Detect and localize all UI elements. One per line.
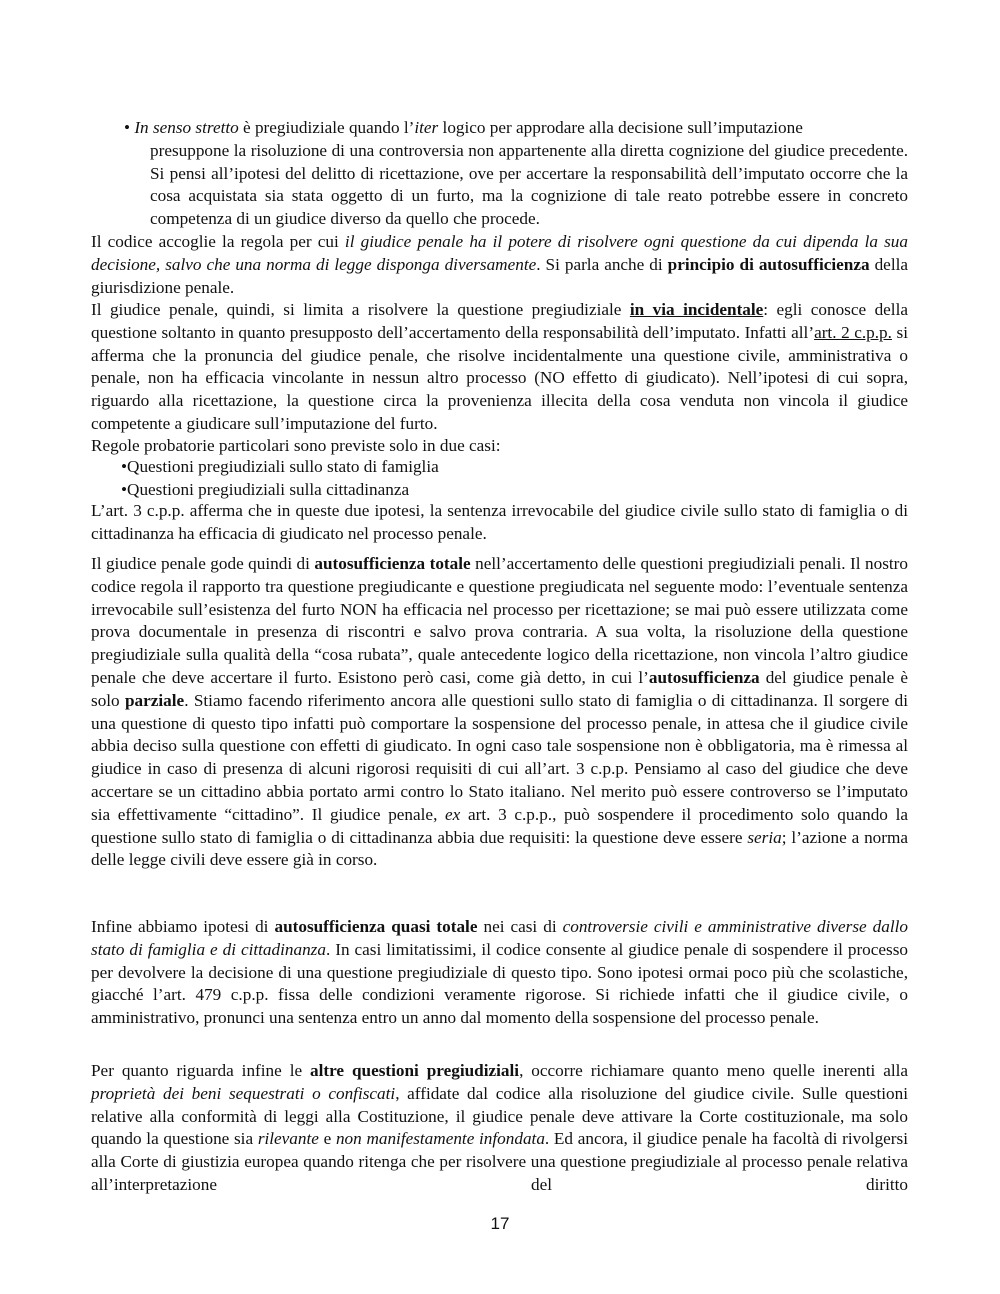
italic-term: iter [414,118,439,137]
paragraph-art-3: L’art. 3 c.p.p. afferma che in queste due ipotesi, la sentenza irrevocabile del giudice civile sullo stato di famiglia o di cittadinanza ha efficacia di giudicato nel processo penale. [91,501,908,543]
bold-term: autosufficienza totale [314,554,471,573]
paragraph-total-self-sufficiency: Il giudice penale gode quindi di autosufficienza totale nell’accertamento delle questioni pregiudiziali penali. Il nostro codice regola il rapporto tra questione pregiudicante e questione pregiudicata nel seguente modo: l’eventuale sentenza irrevocabile sull’esistenza del furto NON ha efficacia nel processo per ricettazione; se mai può essere utilizzata come prova documentale in presenza di riscontri e salvo prova contraria. A sua volta, la risoluzione della questione pregiudiziale sulla qualità della “cosa rubata”, quale antecedente logico della ricettazione, non vincola l’altro giudice penale che deve accertare il furto. Esistono però casi, come già detto, in cui l’autosufficienza del giudice penale è solo parziale. Stiamo facendo riferimento ancora alle questioni sullo stato di famiglia o di cittadinanza. Il sorgere di una questione di questo tipo infatti può comportare la sospensione del processo penale, in attesa che il giudice civile abbia deciso sulla questione con effetti di giudicato. In ogni caso tale sospensione non è obbligatoria, ma è rimessa al giudice in caso di presenza di alcuni rigorosi requisiti di cui all’art. 3 c.p.p. Pensiamo al caso del giudice che deve accertare se un cittadino abbia portato armi contro lo Stato italiano. Nel merito può essere controverso se l’imputato sia effettivamente “cittadino”. Il giudice penale, ex art. 3 c.p.p., può sospendere il procedimento solo quando la questione sullo stato di famiglia o di cittadinanza abbia due requisiti: la questione deve essere seria; l’azione a norma delle legge civili deve essere già in corso. [91,554,908,870]
bold-underlined-term: in via incidentale [629,300,764,319]
bullet-item: •Questioni pregiudiziali sullo stato di famiglia [121,457,439,476]
bullet-item: •Questioni pregiudiziali sulla cittadinanza [121,480,410,499]
bold-term: altre questioni pregiudiziali [310,1061,520,1080]
bold-term: principio di autosufficienza [667,254,870,274]
paragraph-self-sufficiency-principle: Il codice accoglie la regola per cui il giudice penale ha il potere di risolvere ogni questione da cui dipenda la sua decisione, salvo che una norma di legge disponga diversamente. Si parla anche di principio di autosufficienza della giurisdizione penale. [91,232,908,297]
bullet-marker: • [121,480,128,499]
paragraph-incidental-resolution: Il giudice penale, quindi, si limita a risolvere la questione pregiudiziale in via incidentale: egli conosce della questione soltanto in quanto presupposto dell’accertamento della responsabilità dell’imputato. Infatti all’art. 2 c.p.p. si afferma che la pronuncia del giudice penale, che risolve incidentalmente una questione civile, amministrativa o penale, non ha efficacia vincolante in nessun altro processo (NO effetto di giudicato). Nell’ipotesi di cui sopra, riguardo alla ricettazione, la questione circa la provenienza illecita della cosa venduta non vincola il giudice competente a giudicare sull’imputazione del furto. [91,300,908,433]
paragraph-other-preliminary-questions: Per quanto riguarda infine le altre questioni pregiudiziali, occorre richiamare quanto meno quelle inerenti alla proprietà dei beni sequestrati o confiscati, affidate dal codice alla risoluzione del giudice civile. Sulle questioni relative alla conformità di leggi alla Costituzione, il giudice penale deve attivare la Corte costituzionale, ma solo quando la questione sia rilevante e non manifestamente infondata. Ed ancora, il giudice penale ha facoltà di rivolgersi alla Corte di giustizia europea quando ritenga che per risolvere una questione pregiudiziale al processo penale relativa all’interpretazione del diritto [91,1061,908,1194]
bullet-marker: • [121,457,128,476]
bold-term: autosufficienza quasi totale [274,917,478,936]
paragraph-quasi-total-self-sufficiency: Infine abbiamo ipotesi di autosufficienza quasi totale nei casi di controversie civili e amministrative diverse dallo stato di famiglia e di cittadinanza. In casi limitatissimi, il codice consente al giudice penale di sospendere il processo per devolvere la decisione di una questione pregiudiziale di questo tipo. Sono ipotesi ormai poco più che scolastiche, giacché l’art. 479 c.p.p. fissa delle condizioni veramente rigorose. Si richiede infatti che il giudice civile, o amministrativo, pronunci una sentenza entro un anno dal momento della sospensione del processo penale. [91,917,909,1028]
paragraph-evidence-rules: Regole probatorie particolari sono previste solo in due casi: [91,436,501,455]
bold-term: parziale [125,690,185,710]
bold-term: autosufficienza [648,667,760,687]
bullet-marker: • [124,118,131,137]
bullet-paragraph-strict-sense: • In senso stretto è pregiudiziale quando l’iter logico per approdare alla decisione sull’imputazione presuppone la risoluzione di una controversia non appartenente alla diretta cognizione del giudice precedente. Si pensi all’ipotesi del delitto di ricettazione, ove per accertare la responsabilità dell’imputato occorre che la cosa acquistata sia stata oggetto di un furto, ma la cognizione di tale reato potrebbe essere in concreto competenza di un giudice diverso da quello che procede. [124,117,908,231]
page-number: 17 [490,1214,510,1233]
italic-term: In senso stretto [134,118,239,137]
article-reference: art. 2 c.p.p. [814,322,892,342]
bullet-continuation: presuppone la risoluzione di una controversia non appartenente alla diretta cognizione del giudice precedente. Si pensi all’ipotesi del delitto di ricettazione, ove per accertare la responsabilità dell’imputato occorre che la cosa acquistata sia stata oggetto di un furto, ma la cognizione di tale reato potrebbe essere in concreto competenza di un giudice diverso da quello che procede. [150,140,908,229]
